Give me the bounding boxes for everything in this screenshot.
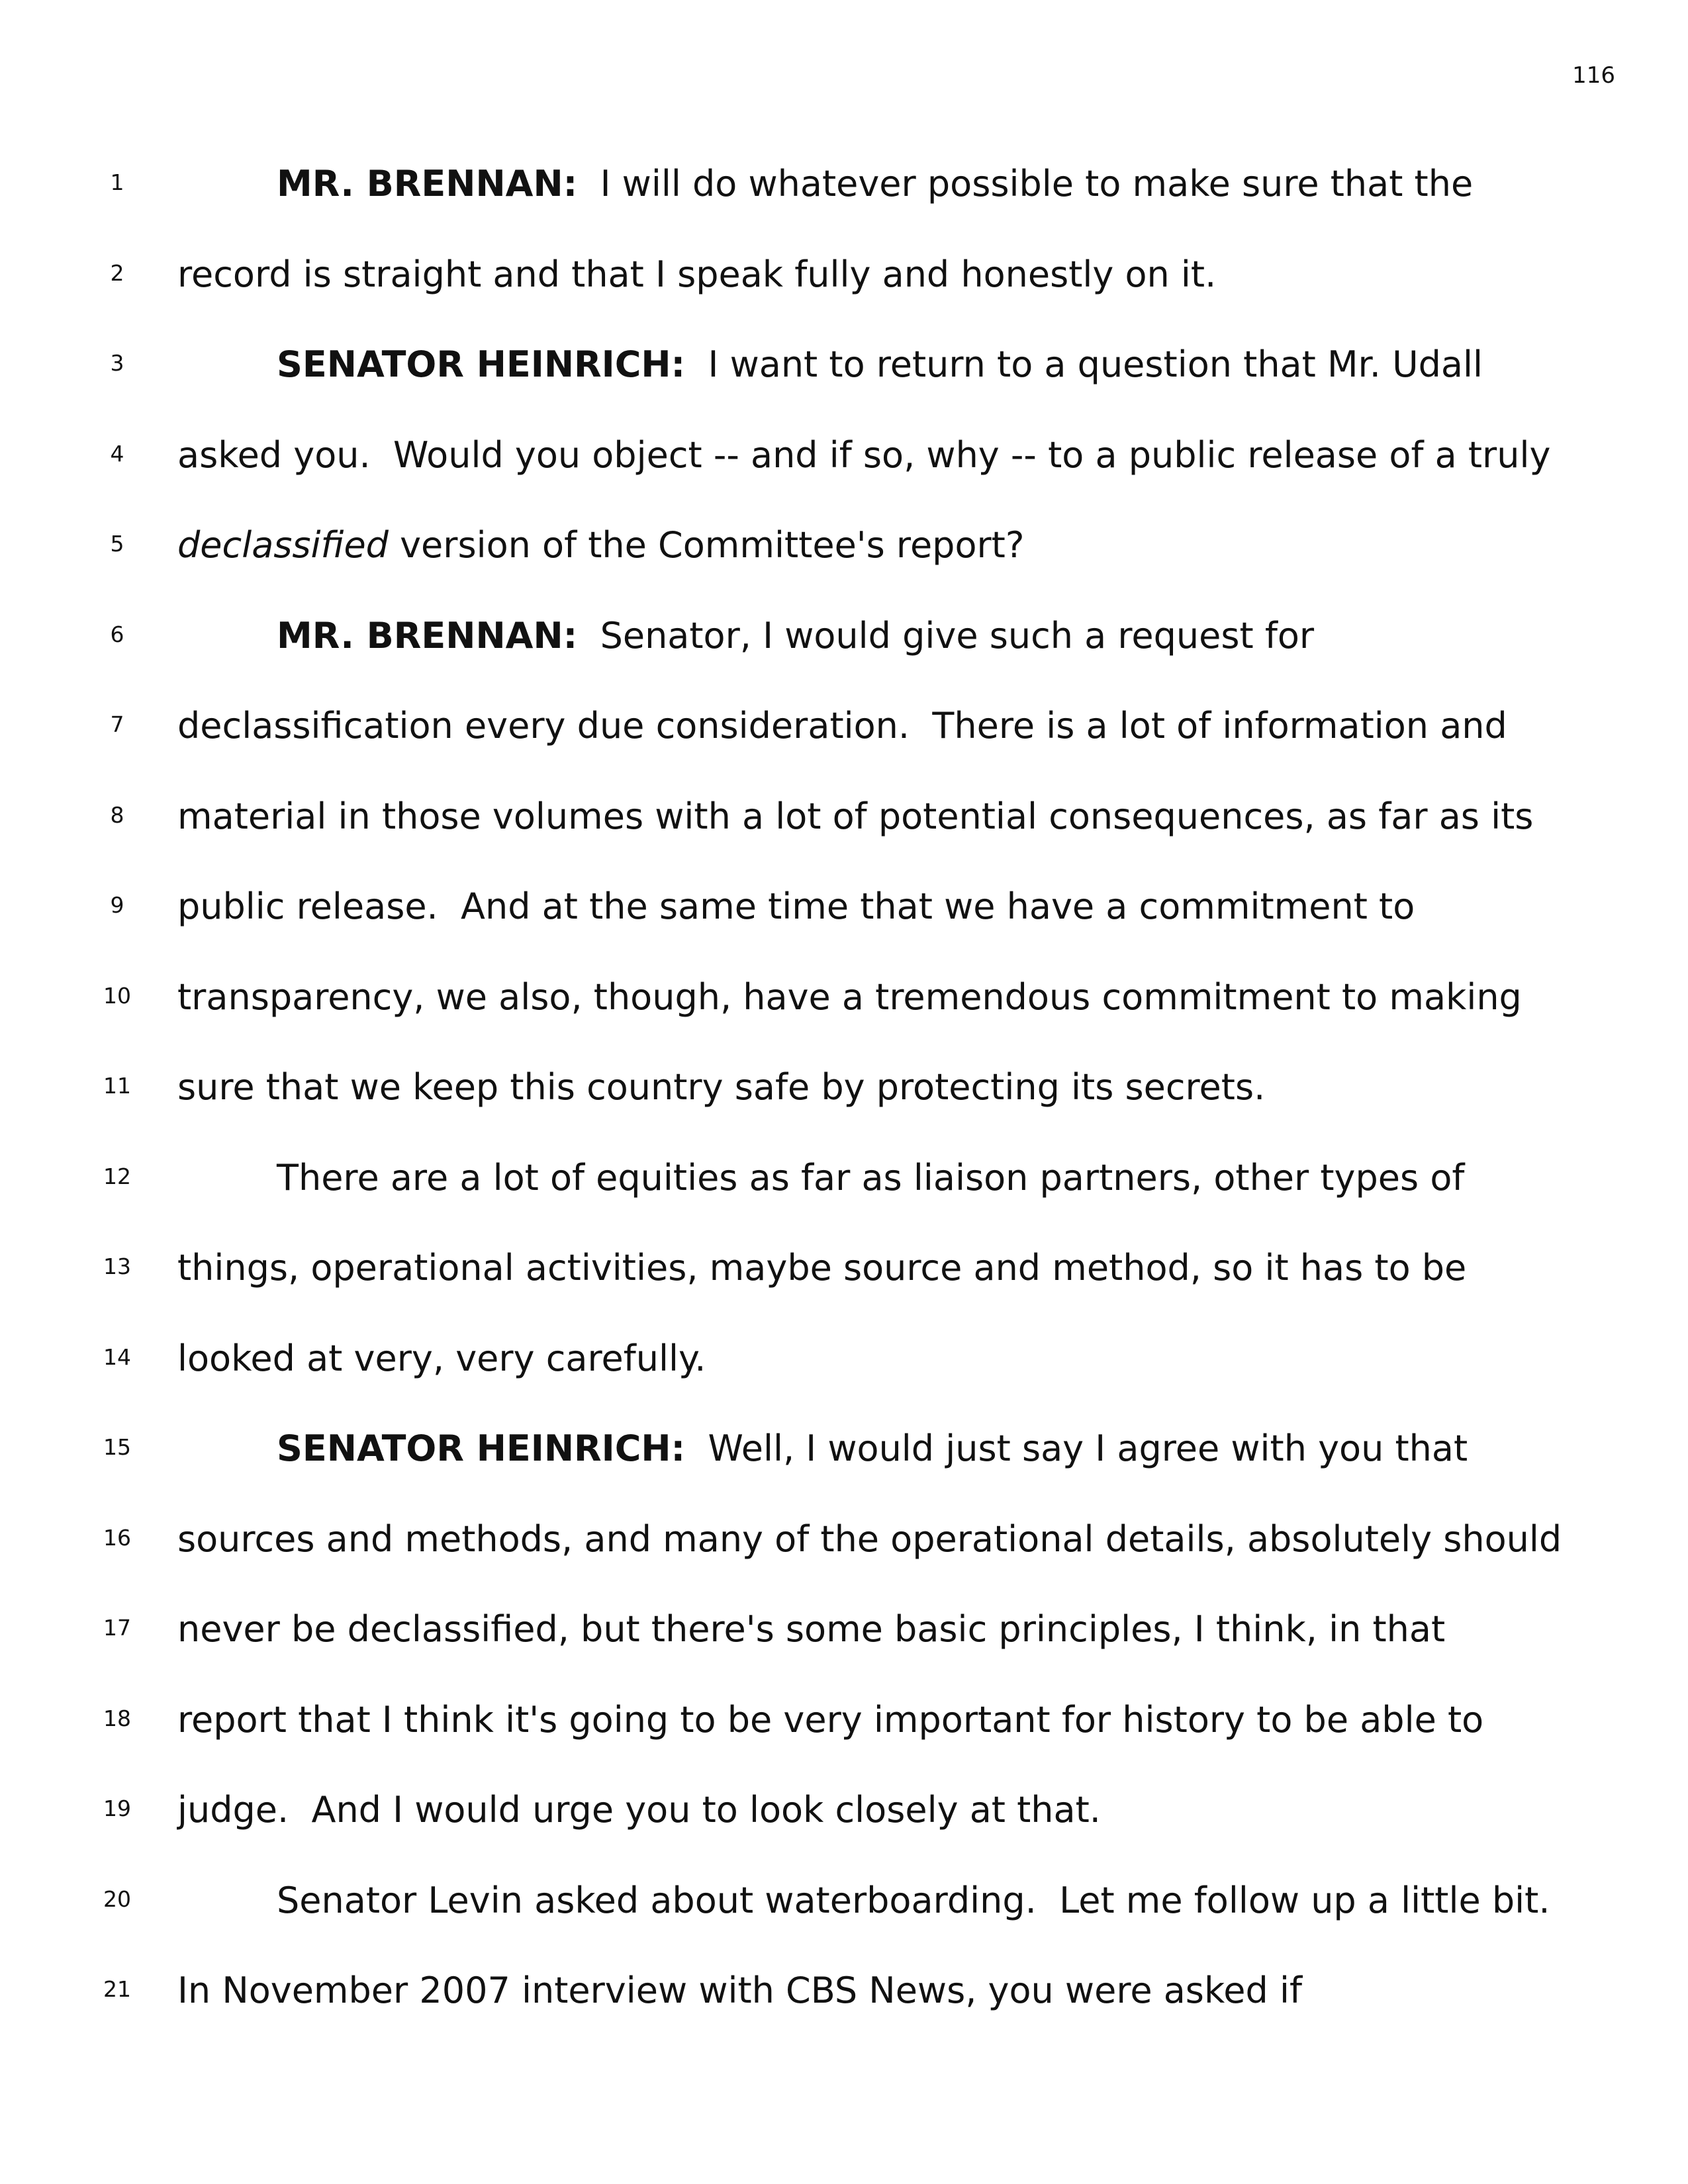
line-text: [277, 1428, 1468, 1470]
speaker-label: MR. BRENNAN:: [277, 163, 578, 205]
line-number: 5: [110, 531, 124, 557]
transcript-line: [0, 1053, 1688, 1144]
line-text: never be declassified, but there's some basic principles, I think, in that: [177, 1608, 1446, 1650]
transcript-line: [0, 1414, 1688, 1505]
line-text: [277, 615, 1314, 657]
line-text: material in those volumes with a lot of potential consequences, as far as its: [177, 795, 1534, 837]
line-number: 20: [103, 1886, 131, 1912]
transcript-line: [0, 1956, 1688, 2047]
line-number: 18: [103, 1705, 131, 1731]
line-text: sure that we keep this country safe by protecting its secrets.: [177, 1066, 1266, 1108]
line-number: 7: [110, 711, 124, 737]
line-number: 1: [110, 169, 124, 195]
line-text: sources and methods, and many of the operational details, absolutely should: [177, 1518, 1562, 1560]
transcript-line: [0, 1234, 1688, 1324]
transcript-line: [0, 872, 1688, 963]
line-text: looked at very, very carefully.: [177, 1337, 706, 1379]
transcript-line: [0, 602, 1688, 692]
line-number: 21: [103, 1976, 131, 2002]
transcript-line: [0, 1144, 1688, 1234]
line-number: 11: [103, 1073, 131, 1099]
transcript-line: [0, 421, 1688, 512]
line-number: 3: [110, 350, 124, 376]
speaker-label: MR. BRENNAN:: [277, 614, 578, 657]
line-text: transparency, we also, though, have a tremendous commitment to making: [177, 976, 1522, 1018]
transcript-line: [0, 1776, 1688, 1866]
line-text: record is straight and that I speak fully and honestly on it.: [177, 253, 1217, 295]
transcript-line: [0, 1686, 1688, 1776]
line-text: declassification every due consideration. There is a lot of information and: [177, 705, 1507, 747]
line-number: 10: [103, 982, 131, 1009]
line-content: I will do whatever possible to make sure that the: [577, 163, 1474, 205]
line-text: There are a lot of equities as far as liaison partners, other types of: [277, 1156, 1465, 1199]
line-text: things, operational activities, maybe source and method, so it has to be: [177, 1247, 1467, 1289]
line-number: 8: [110, 801, 124, 828]
line-number: 4: [110, 440, 124, 467]
line-number: 17: [103, 1615, 131, 1641]
transcript-line: [0, 1866, 1688, 1957]
speaker-label: SENATOR HEINRICH:: [277, 343, 686, 385]
line-number: 16: [103, 1524, 131, 1551]
transcript-line: [0, 330, 1688, 421]
line-number: 12: [103, 1163, 131, 1189]
line-number: 14: [103, 1343, 131, 1370]
line-text: asked you. Would you object -- and if so, why -- to a public release of a truly: [177, 433, 1551, 476]
line-content: Senator, I would give such a request for: [577, 614, 1315, 657]
line-text: judge. And I would urge you to look closely at that.: [177, 1789, 1101, 1831]
line-content: version of the Committee's report?: [388, 524, 1025, 566]
transcript-line: [0, 1595, 1688, 1686]
transcript-line: [0, 692, 1688, 782]
line-text: [177, 524, 1025, 567]
line-text: [277, 163, 1473, 205]
transcript-line: [0, 1505, 1688, 1596]
transcript-line: [0, 963, 1688, 1054]
line-number: 6: [110, 621, 124, 647]
line-number: 19: [103, 1796, 131, 1821]
line-text: Senator Levin asked about waterboarding. Let me follow up a little bit.: [277, 1879, 1550, 1921]
line-content: Well, I would just say I agree with you that: [685, 1428, 1468, 1469]
transcript-line: [0, 150, 1688, 240]
line-text: [277, 343, 1483, 386]
transcript-line: [0, 240, 1688, 331]
speaker-label: SENATOR HEINRICH:: [277, 1428, 686, 1469]
line-number: 9: [110, 892, 124, 918]
transcript-body: [0, 150, 1688, 2047]
line-number: 15: [103, 1434, 131, 1460]
line-number: 2: [110, 259, 124, 286]
transcript-line: [0, 1324, 1688, 1415]
transcript-line: [0, 782, 1688, 873]
line-text: public release. And at the same time that we have a commitment to: [177, 886, 1415, 927]
line-number: 13: [103, 1253, 131, 1279]
page-number: 116: [1572, 62, 1615, 89]
line-content: I want to return to a question that Mr. Udall: [685, 343, 1483, 385]
transcript-line: [0, 511, 1688, 602]
line-text: In November 2007 interview with CBS News, you were asked if: [177, 1970, 1302, 2011]
line-text: report that I think it's going to be very important for history to be able to: [177, 1698, 1484, 1741]
italic-term: declassified: [177, 524, 389, 566]
